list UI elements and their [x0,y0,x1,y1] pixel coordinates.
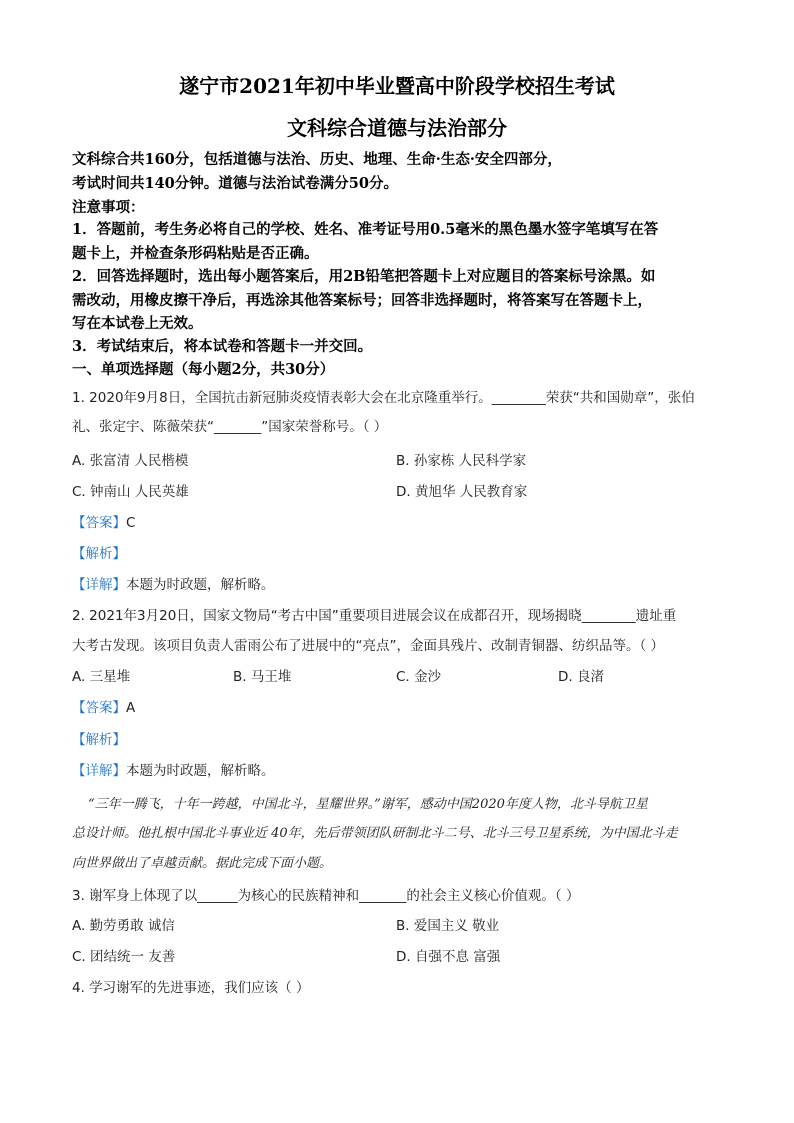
detail-label: 【详解】 [72,763,126,779]
question-2-option-a: A. 三星堆 [72,669,131,685]
notice-item: 题卡上，并检查条形码粘贴是否正确。 [72,245,319,262]
question-1-option-a: A. 张富清 人民楷模 [72,453,189,469]
intro-line: 考试时间共140分钟。道德与法治试卷满分50分。 [72,175,398,192]
answer-label: 【答案】 [72,515,126,531]
question-1-analysis [72,542,126,562]
answer-label: 【答案】 [72,700,126,716]
question-2-detail [72,759,275,779]
detail-text: 本题为时政题，解析略。 [126,763,275,779]
question-1-text: 1. 2020年9月8日，全国抗击新冠肺炎疫情表彰大会在北京隆重举行。________荣获“共和国勋章”，张伯 [72,390,695,406]
analysis-label: 【解析】 [72,732,126,748]
page-subtitle: 文科综合道德与法治部分 [287,116,507,140]
question-2-option-c: C. 金沙 [396,669,442,685]
material-paragraph: “三年一腾飞，十年一跨越，中国北斗，星耀世界。”谢军，感动中国2020年度人物，北斗导航卫星 [88,797,648,812]
question-2-text: 2. 2021年3月20日，国家文物局“考古中国”重要项目进展会议在成都召开，现场揭晓________遗址重 [72,608,677,624]
material-paragraph: 向世界做出了卓越贡献。据此完成下面小题。 [72,856,333,871]
material-paragraph: 总设计师。他扎根中国北斗事业近 40年，先后带领团队研制北斗二号、北斗三号卫星系统，为中国北斗走 [72,826,678,841]
notice-item: 3．考试结束后，将本试卷和答题卡一并交回。 [72,338,373,355]
question-3-option-c: C. 团结统一 友善 [72,949,176,965]
intro-line: 文科综合共160分，包括道德与法治、历史、地理、生命·生态·安全四部分， [72,151,562,168]
question-1-detail [72,573,275,593]
detail-text: 本题为时政题，解析略。 [126,577,275,593]
detail-label: 【详解】 [72,577,126,593]
question-4-text: 4. 学习谢军的先进事迹，我们应该（ ） [72,980,310,996]
section-heading: 一、单项选择题（每小题2分，共30分） [72,361,335,378]
question-3-option-a: A. 勤劳勇敢 诚信 [72,918,175,934]
question-2-answer [72,696,135,716]
answer-value: A [126,700,136,716]
question-2-text: 大考古发现。该项目负责人雷雨公布了进展中的“亮点”，金面具残片、改制青铜器、纺织品等。（ ） [72,638,665,654]
notice-item: 需改动，用橡皮擦干净后，再选涂其他答案标号；回答非选择题时，将答案写在答题卡上， [72,292,652,309]
question-1-answer [72,511,135,531]
analysis-label: 【解析】 [72,546,126,562]
question-1-option-c: C. 钟南山 人民英雄 [72,484,189,500]
page-title: 遂宁市2021年初中毕业暨高中阶段学校招生考试 [179,74,615,98]
answer-value: C [126,515,136,531]
notice-item: 写在本试卷上无效。 [72,315,203,332]
notice-heading: 注意事项： [72,199,145,216]
question-1-text: 礼、张定宇、陈薇荣获“_______”国家荣誉称号。（ ） [72,419,388,435]
notice-item: 2．回答选择题时，选出每小题答案后，用2B铅笔把答题卡上对应题目的答案标号涂黑。如 [72,268,656,285]
question-3-option-b: B. 爱国主义 敬业 [396,918,500,934]
question-2-analysis [72,728,126,748]
question-1-option-b: B. 孙家栋 人民科学家 [396,453,527,469]
question-1-option-d: D. 黄旭华 人民教育家 [396,484,528,500]
question-2-option-b: B. 马王堆 [233,669,292,685]
notice-item: 1．答题前，考生务必将自己的学校、姓名、准考证号用0.5毫米的黑色墨水签字笔填写在答 [72,221,659,238]
question-3-option-d: D. 自强不息 富强 [396,949,501,965]
question-2-option-d: D. 良渚 [558,669,604,685]
question-3-text: 3. 谢军身上体现了以______为核心的民族精神和_______的社会主义核心价值观。（ ） [72,888,580,904]
